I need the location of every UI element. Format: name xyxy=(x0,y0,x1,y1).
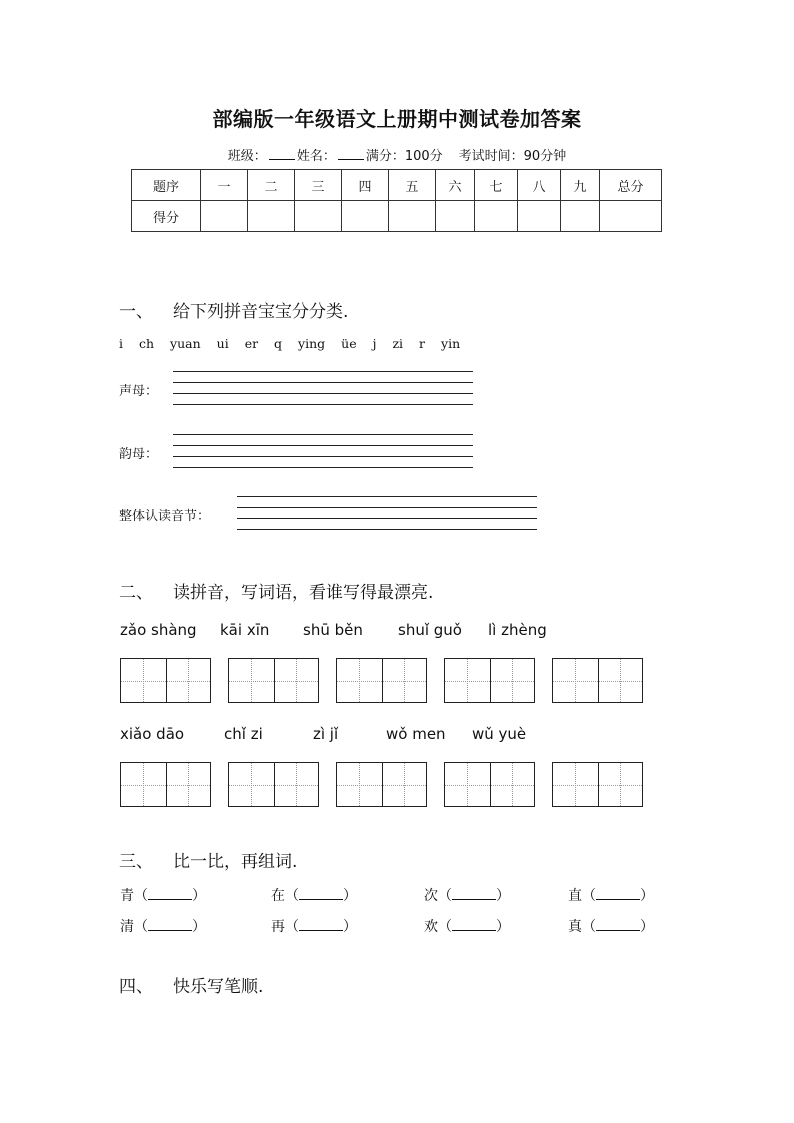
compare-item: 清（ ） xyxy=(120,919,206,935)
section-title: 给下列拼音宝宝分分类. xyxy=(173,302,349,322)
writing-grid-box[interactable] xyxy=(228,658,319,703)
answer-line[interactable] xyxy=(237,518,537,519)
page-title: 部编版一年级语文上册期中测试卷加答案 xyxy=(212,107,582,131)
pinyin-list xyxy=(119,336,472,351)
score-input-cell[interactable] xyxy=(295,201,342,232)
exam-time: 考试时间：90分钟 xyxy=(458,149,567,164)
answer-blank[interactable] xyxy=(596,887,640,900)
writing-grid-box[interactable] xyxy=(552,762,643,807)
pinyin-item: ch xyxy=(138,336,155,351)
pinyin-item: i xyxy=(119,336,123,351)
score-cell: 六 xyxy=(436,170,475,201)
score-input-cell[interactable] xyxy=(518,201,561,232)
score-cell: 一 xyxy=(201,170,248,201)
zhengti-label: 整体认读音节： xyxy=(119,509,211,524)
pinyin-item: q xyxy=(274,336,283,351)
pinyin-item: ui xyxy=(216,336,229,351)
answer-line[interactable] xyxy=(173,434,473,435)
answer-line[interactable] xyxy=(173,371,473,372)
section-title: 读拼音，写词语，看谁写得最漂亮. xyxy=(173,583,434,603)
score-input-cell[interactable] xyxy=(600,201,662,232)
pinyin-word: zì jǐ xyxy=(313,725,339,743)
score-input-cell[interactable] xyxy=(201,201,248,232)
pinyin-item: j xyxy=(372,336,377,351)
answer-line[interactable] xyxy=(237,529,537,530)
score-input-cell[interactable] xyxy=(342,201,389,232)
pinyin-word: chǐ zi xyxy=(224,725,263,743)
score-input-cell[interactable] xyxy=(475,201,518,232)
answer-line[interactable] xyxy=(237,507,537,508)
class-blank[interactable] xyxy=(269,159,295,160)
score-cell: 二 xyxy=(248,170,295,201)
writing-grid-box[interactable] xyxy=(444,762,535,807)
compare-item: 再（ ） xyxy=(271,919,357,935)
score-table-header-row xyxy=(132,170,662,201)
score-table xyxy=(131,169,662,232)
score-table-score-row xyxy=(132,201,662,232)
pinyin-item: zi xyxy=(392,336,404,351)
writing-grid-box[interactable] xyxy=(336,762,427,807)
answer-line[interactable] xyxy=(173,456,473,457)
pinyin-word: shuǐ guǒ xyxy=(398,621,462,639)
section-number: 一、 xyxy=(119,302,153,322)
section-3-heading xyxy=(119,847,297,872)
compare-item: 欢（ ） xyxy=(424,919,510,935)
score-cell: 三 xyxy=(295,170,342,201)
pinyin-word: wǒ men xyxy=(386,725,446,743)
pinyin-word: kāi xīn xyxy=(220,621,270,639)
answer-line[interactable] xyxy=(237,496,537,497)
answer-blank[interactable] xyxy=(299,918,343,931)
pinyin-item: ying xyxy=(298,336,326,351)
section-title: 比一比，再组词. xyxy=(173,852,298,872)
score-cell: 五 xyxy=(389,170,436,201)
compare-item: 青（ ） xyxy=(120,888,206,904)
section-4-heading xyxy=(119,972,263,997)
score-cell: 得分 xyxy=(132,201,201,232)
answer-blank[interactable] xyxy=(148,887,192,900)
pinyin-word: zǎo shàng xyxy=(120,621,197,639)
writing-grid-box[interactable] xyxy=(336,658,427,703)
answer-line[interactable] xyxy=(173,445,473,446)
full-score: 满分：100分 xyxy=(365,149,443,164)
pinyin-item: yuan xyxy=(170,336,201,351)
score-input-cell[interactable] xyxy=(389,201,436,232)
pinyin-word: lì zhèng xyxy=(488,621,547,639)
class-label: 班级： xyxy=(227,149,267,164)
pinyin-word: shū běn xyxy=(303,621,363,639)
answer-blank[interactable] xyxy=(452,918,496,931)
compare-item: 在（ ） xyxy=(271,888,357,904)
score-cell: 总分 xyxy=(600,170,662,201)
compare-item: 次（ ） xyxy=(424,888,510,904)
score-cell: 四 xyxy=(342,170,389,201)
answer-blank[interactable] xyxy=(452,887,496,900)
section-number: 二、 xyxy=(119,583,153,603)
compare-item: 直（ ） xyxy=(568,888,654,904)
pinyin-item: r xyxy=(419,336,426,351)
section-number: 四、 xyxy=(119,977,153,997)
score-cell: 七 xyxy=(475,170,518,201)
score-input-cell[interactable] xyxy=(436,201,475,232)
writing-grid-box[interactable] xyxy=(552,658,643,703)
section-2-heading xyxy=(119,578,433,603)
pinyin-item: er xyxy=(244,336,259,351)
score-cell: 八 xyxy=(518,170,561,201)
compare-item: 真（ ） xyxy=(568,919,654,935)
name-blank[interactable] xyxy=(338,159,364,160)
writing-grid-box[interactable] xyxy=(444,658,535,703)
pinyin-item: yin xyxy=(441,336,461,351)
shengmu-label: 声母： xyxy=(119,384,159,399)
answer-blank[interactable] xyxy=(148,918,192,931)
yunmu-label: 韵母： xyxy=(119,447,159,462)
answer-line[interactable] xyxy=(173,404,473,405)
writing-grid-box[interactable] xyxy=(120,762,211,807)
pinyin-item: üe xyxy=(341,336,357,351)
score-input-cell[interactable] xyxy=(561,201,600,232)
score-cell: 九 xyxy=(561,170,600,201)
answer-line[interactable] xyxy=(173,467,473,468)
answer-line[interactable] xyxy=(173,393,473,394)
score-input-cell[interactable] xyxy=(248,201,295,232)
score-cell: 题序 xyxy=(132,170,201,201)
writing-grid-box[interactable] xyxy=(228,762,319,807)
section-number: 三、 xyxy=(119,852,153,872)
pinyin-word: xiǎo dāo xyxy=(120,725,185,743)
answer-blank[interactable] xyxy=(596,918,640,931)
pinyin-word: wǔ yuè xyxy=(472,725,527,743)
writing-grid-box[interactable] xyxy=(120,658,211,703)
section-1-heading xyxy=(119,297,348,322)
answer-line[interactable] xyxy=(173,382,473,383)
exam-info xyxy=(0,145,794,164)
section-title: 快乐写笔顺. xyxy=(173,977,264,997)
name-label: 姓名： xyxy=(296,149,336,164)
answer-blank[interactable] xyxy=(299,887,343,900)
